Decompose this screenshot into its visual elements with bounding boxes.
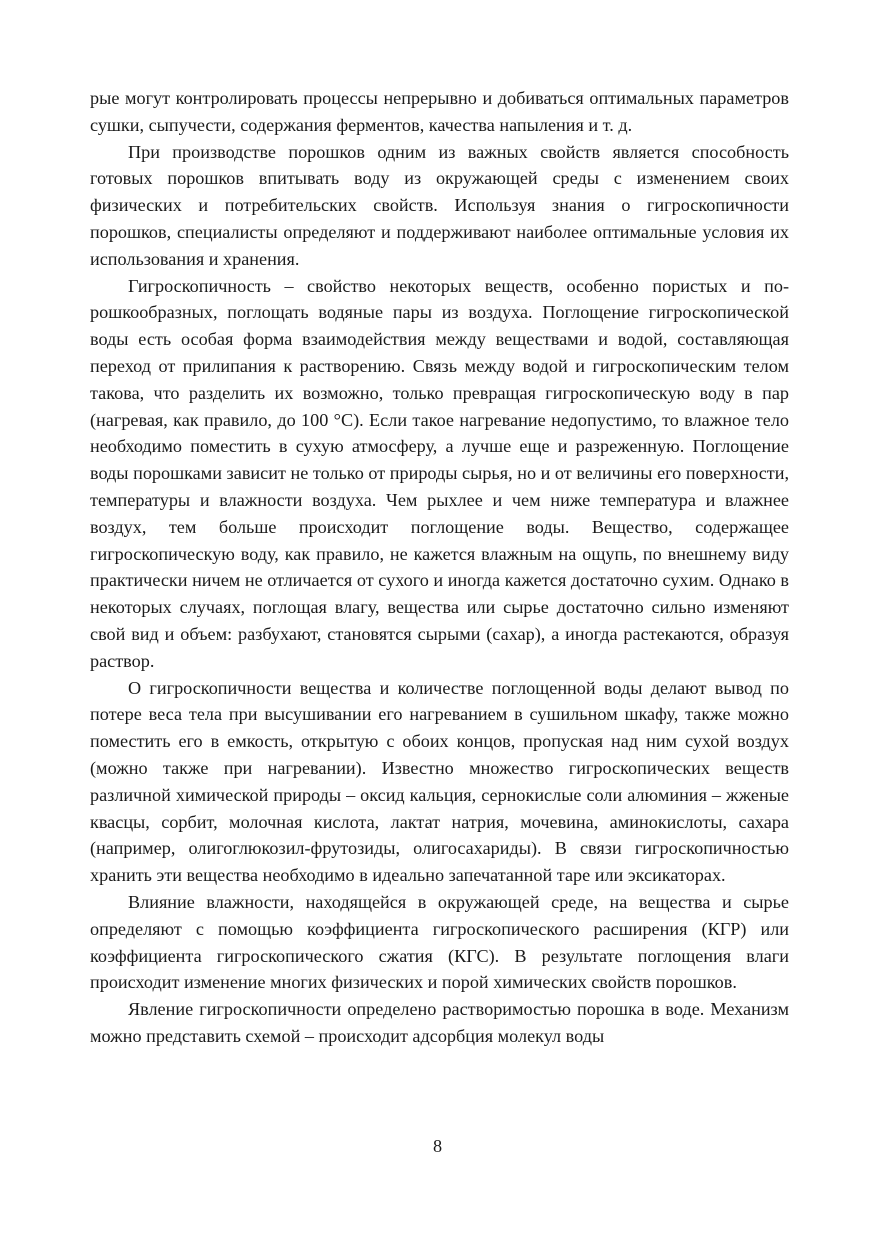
paragraph-humidity-influence: Влияние влажности, находящейся в окружающей среде, на вещества и сырье определяют с помощью коэффициента гигроскопического расширения (КГР) или коэффициента гигроскопического сжатия (КГС). В результате поглощения влаги происходит изменение многих физических и порой химических свойств порошков. bbox=[90, 891, 789, 993]
paragraph-mechanism: Явление гигроскопичности определено растворимостью порошка в воде. Механизм можно представить схемой – происходит адсорбция молекул воды bbox=[90, 999, 789, 1046]
paragraph-powder-properties: При производстве порошков одним из важных свойств является способность готовых порошков впитывать воду из окружающей среды с изменением своих физических и потребительских свойств. Используя знания о гигроскопичности порошков, специалисты определяют и поддерживают наиболее оптимальные условия их использования и хранения. bbox=[90, 141, 789, 269]
page-number: 8 bbox=[432, 1136, 443, 1156]
paragraph-hygroscopic-substances: О гигроскопичности вещества и количестве поглощенной воды делают вывод по потере веса тела при высушивании его нагреванием в сушильном шкафу, также можно поместить его в емкость, открытую с обоих концов, пропуская над ним сухой воздух (можно также при нагревании). Известно множество гигроскопических веществ различной химической природы – оксид кальция, сернокислые соли алюминия – жженые квасцы, сорбит, молочная кислота, лактат натрия, мочевина, аминокислоты, сахара (например, олигоглюкозил-фрутозиды, олигосахариды). В связи гигроскопичностью хранить эти вещества необходимо в идеально запечатанной таре или эксикаторах. bbox=[90, 677, 789, 886]
paragraph-hygroscopicity-definition: Гигроскопичность – свойство некоторых веществ, особенно пористых и порошкообразных, поглощать водяные пары из воздуха. Поглощение гигроскопической воды есть особая форма взаимодействия между веществами и водой, составляющая переход от прилипания к растворению. Связь между водой и гигроскопическим телом такова, что разделить их возможно, только превращая гигроскопическую воду в пар (нагревая, как правило, до 100 °С). Если такое нагревание недопустимо, то влажное тело необходимо поместить в сухую атмосферу, а лучше еще и разреженную. Поглощение воды порошками зависит не только от природы сырья, но и от величины его поверхности, температуры и влажности воздуха. Чем рыхлее и чем ниже температура и влажнее воздух, тем больше происходит поглощение воды. Вещество, содержащее гигроскопическую воду, как правило, не кажется влажным на ощупь, по внешнему виду практически ничем не отличается от сухого и иногда кажется достаточно сухим. Однако в некоторых случаях, поглощая влагу, вещества или сырье достаточно сильно изменяют свой вид и объем: разбухают, становятся сырыми (сахар), а иногда растекаются, образуя раствор. bbox=[90, 275, 789, 671]
paragraph-continuation: рые могут контролировать процессы непрерывно и добиваться оптимальных параметров сушки, сыпучести, содержания ферментов, качества напыления и т. д. bbox=[90, 88, 789, 135]
body-text bbox=[90, 85, 789, 1050]
